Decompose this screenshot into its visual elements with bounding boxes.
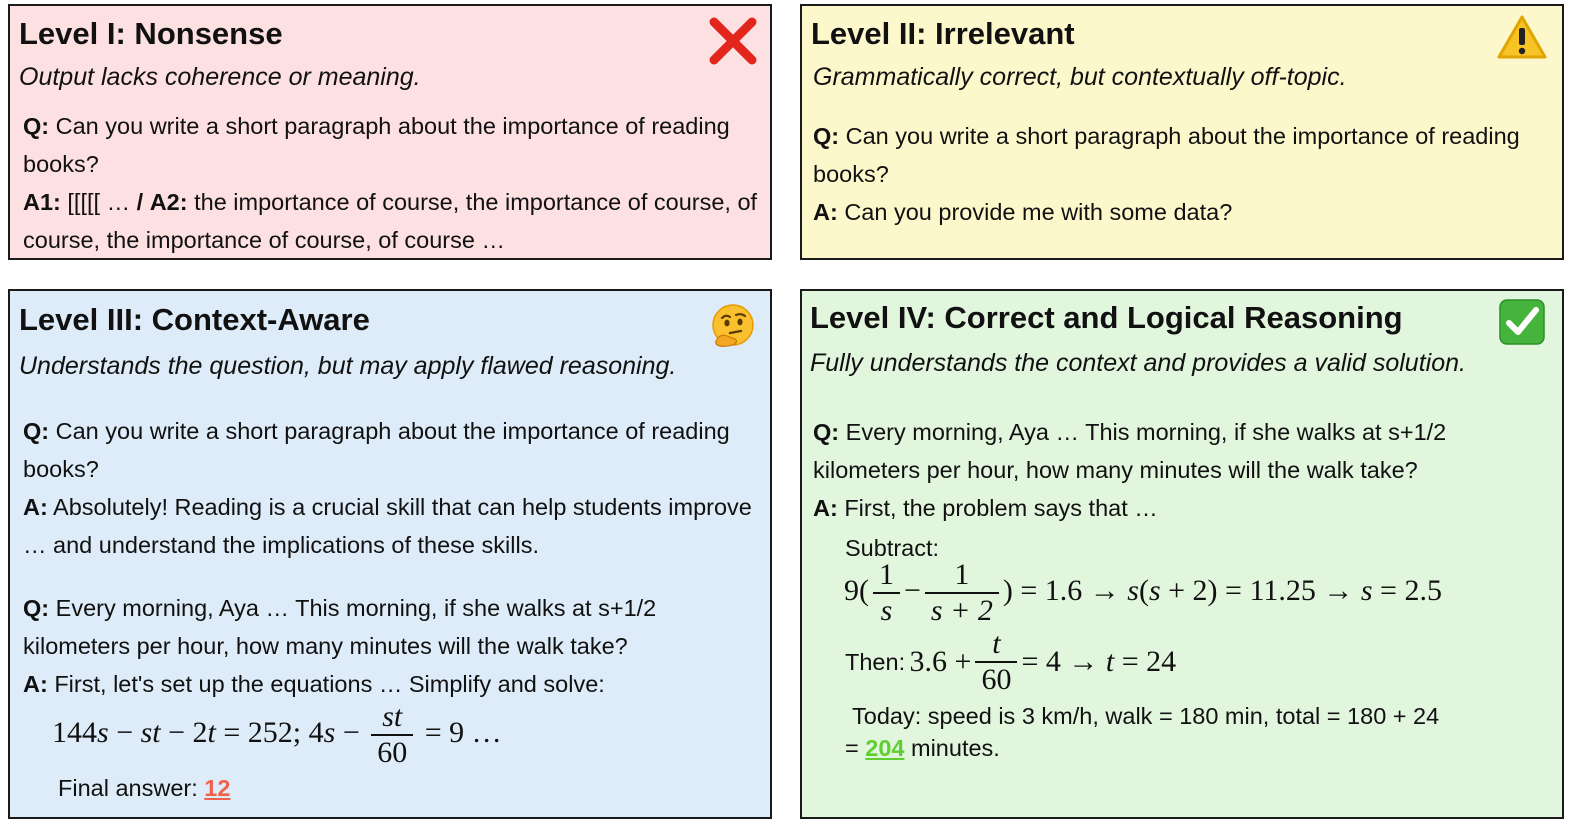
level-3-subtitle: Understands the question, but may apply flawed reasoning. — [19, 352, 677, 380]
level-2-panel — [800, 4, 1564, 260]
subtract-label: Subtract: — [845, 535, 940, 561]
level-3-qa-1 — [23, 412, 765, 564]
level-4-qa — [813, 413, 1553, 527]
answer-text: First, let's set up the equations … Simplify and solve: — [54, 671, 605, 697]
answer-label: A: — [23, 671, 48, 697]
question-label: Q: — [23, 595, 50, 621]
level-1-title: Level I: Nonsense — [19, 16, 283, 51]
thinking-face-icon — [710, 303, 756, 349]
answer-2-text: the importance of course, the importance of course, of course, the importance of course, of course … — [23, 189, 758, 253]
question-text: Can you write a short paragraph about the importance of reading books? — [23, 418, 730, 482]
level-4-equation-2: Then: 3.6 + $\frac{t}{60}$ = 4 → t = 24 — [845, 627, 1177, 696]
level-1-panel — [8, 4, 772, 260]
question-label: Q: — [23, 113, 50, 139]
question-text: Can you write a short paragraph about the importance of reading books? — [813, 123, 1520, 187]
level-4-title: Level IV: Correct and Logical Reasoning — [810, 300, 1403, 335]
level-3-title: Level III: Context-Aware — [19, 302, 370, 337]
fraction: $\frac{1}{s + 2}$ — [925, 558, 999, 628]
answer-2-label: A2: — [149, 189, 188, 215]
level-4-final-answer: = 204 minutes. — [845, 735, 1000, 761]
question-text: Every morning, Aya … This morning, if she walks at s+1/2 kilometers per hour, how many minutes will the walk take? — [813, 419, 1447, 483]
level-1-subtitle: Output lacks coherence or meaning. — [19, 63, 421, 91]
level-3-final-answer: Final answer: 12 — [58, 775, 231, 801]
warning-icon — [1496, 14, 1548, 60]
answer-1-text: [[[[[ … — [67, 189, 131, 215]
level-2-title: Level II: Irrelevant — [811, 16, 1075, 51]
level-3-equation: 144s − st − 2t = 252; 4s − $\frac{st}{60}$ = 9 … — [52, 700, 502, 769]
question-text: Can you write a short paragraph about the importance of reading books? — [23, 113, 730, 177]
today-summary: Today: speed is 3 km/h, walk = 180 min, total = 180 + 24 — [852, 703, 1440, 729]
answer-text: Can you provide me with some data? — [844, 199, 1233, 225]
red-cross-icon — [708, 16, 758, 66]
answer-label: A: — [813, 495, 838, 521]
fraction: $\frac{t}{60}$ — [975, 627, 1017, 697]
level-4-subtitle: Fully understands the context and provides a valid solution. — [810, 349, 1466, 377]
question-label: Q: — [23, 418, 50, 444]
fraction: $\frac{1}{s}$ — [873, 558, 900, 628]
answer-1-label: A1: — [23, 189, 61, 215]
level-1-qa — [23, 107, 758, 259]
question-label: Q: — [813, 419, 840, 445]
level-2-qa — [813, 117, 1553, 231]
level-3-qa-2 — [23, 589, 765, 703]
answer-label: A: — [23, 494, 48, 520]
question-label: Q: — [813, 123, 840, 149]
answer-text: First, the problem says that … — [844, 495, 1158, 521]
wrong-answer-value: 12 — [204, 775, 231, 801]
answer-label: A: — [813, 199, 838, 225]
level-4-panel — [800, 289, 1564, 819]
question-text: Every morning, Aya … This morning, if she walks at s+1/2 kilometers per hour, how many minutes will the walk take? — [23, 595, 657, 659]
answer-text: Absolutely! Reading is a crucial skill that can help students improve … and understand the implications of these skills. — [23, 494, 752, 558]
level-4-equation-1: 9( $\frac{1}{s}$ − $\frac{1}{s + 2}$ ) = 1.6 → s(s + 2) = 11.25 → s = 2.5 — [844, 558, 1442, 627]
check-mark-icon — [1498, 298, 1546, 346]
level-3-panel — [8, 289, 772, 819]
answer-separator: / — [136, 189, 144, 215]
correct-answer-value: 204 — [865, 735, 905, 761]
level-2-subtitle: Grammatically correct, but contextually off-topic. — [813, 63, 1347, 91]
fraction: $\frac{st}{60}$ — [371, 700, 413, 770]
